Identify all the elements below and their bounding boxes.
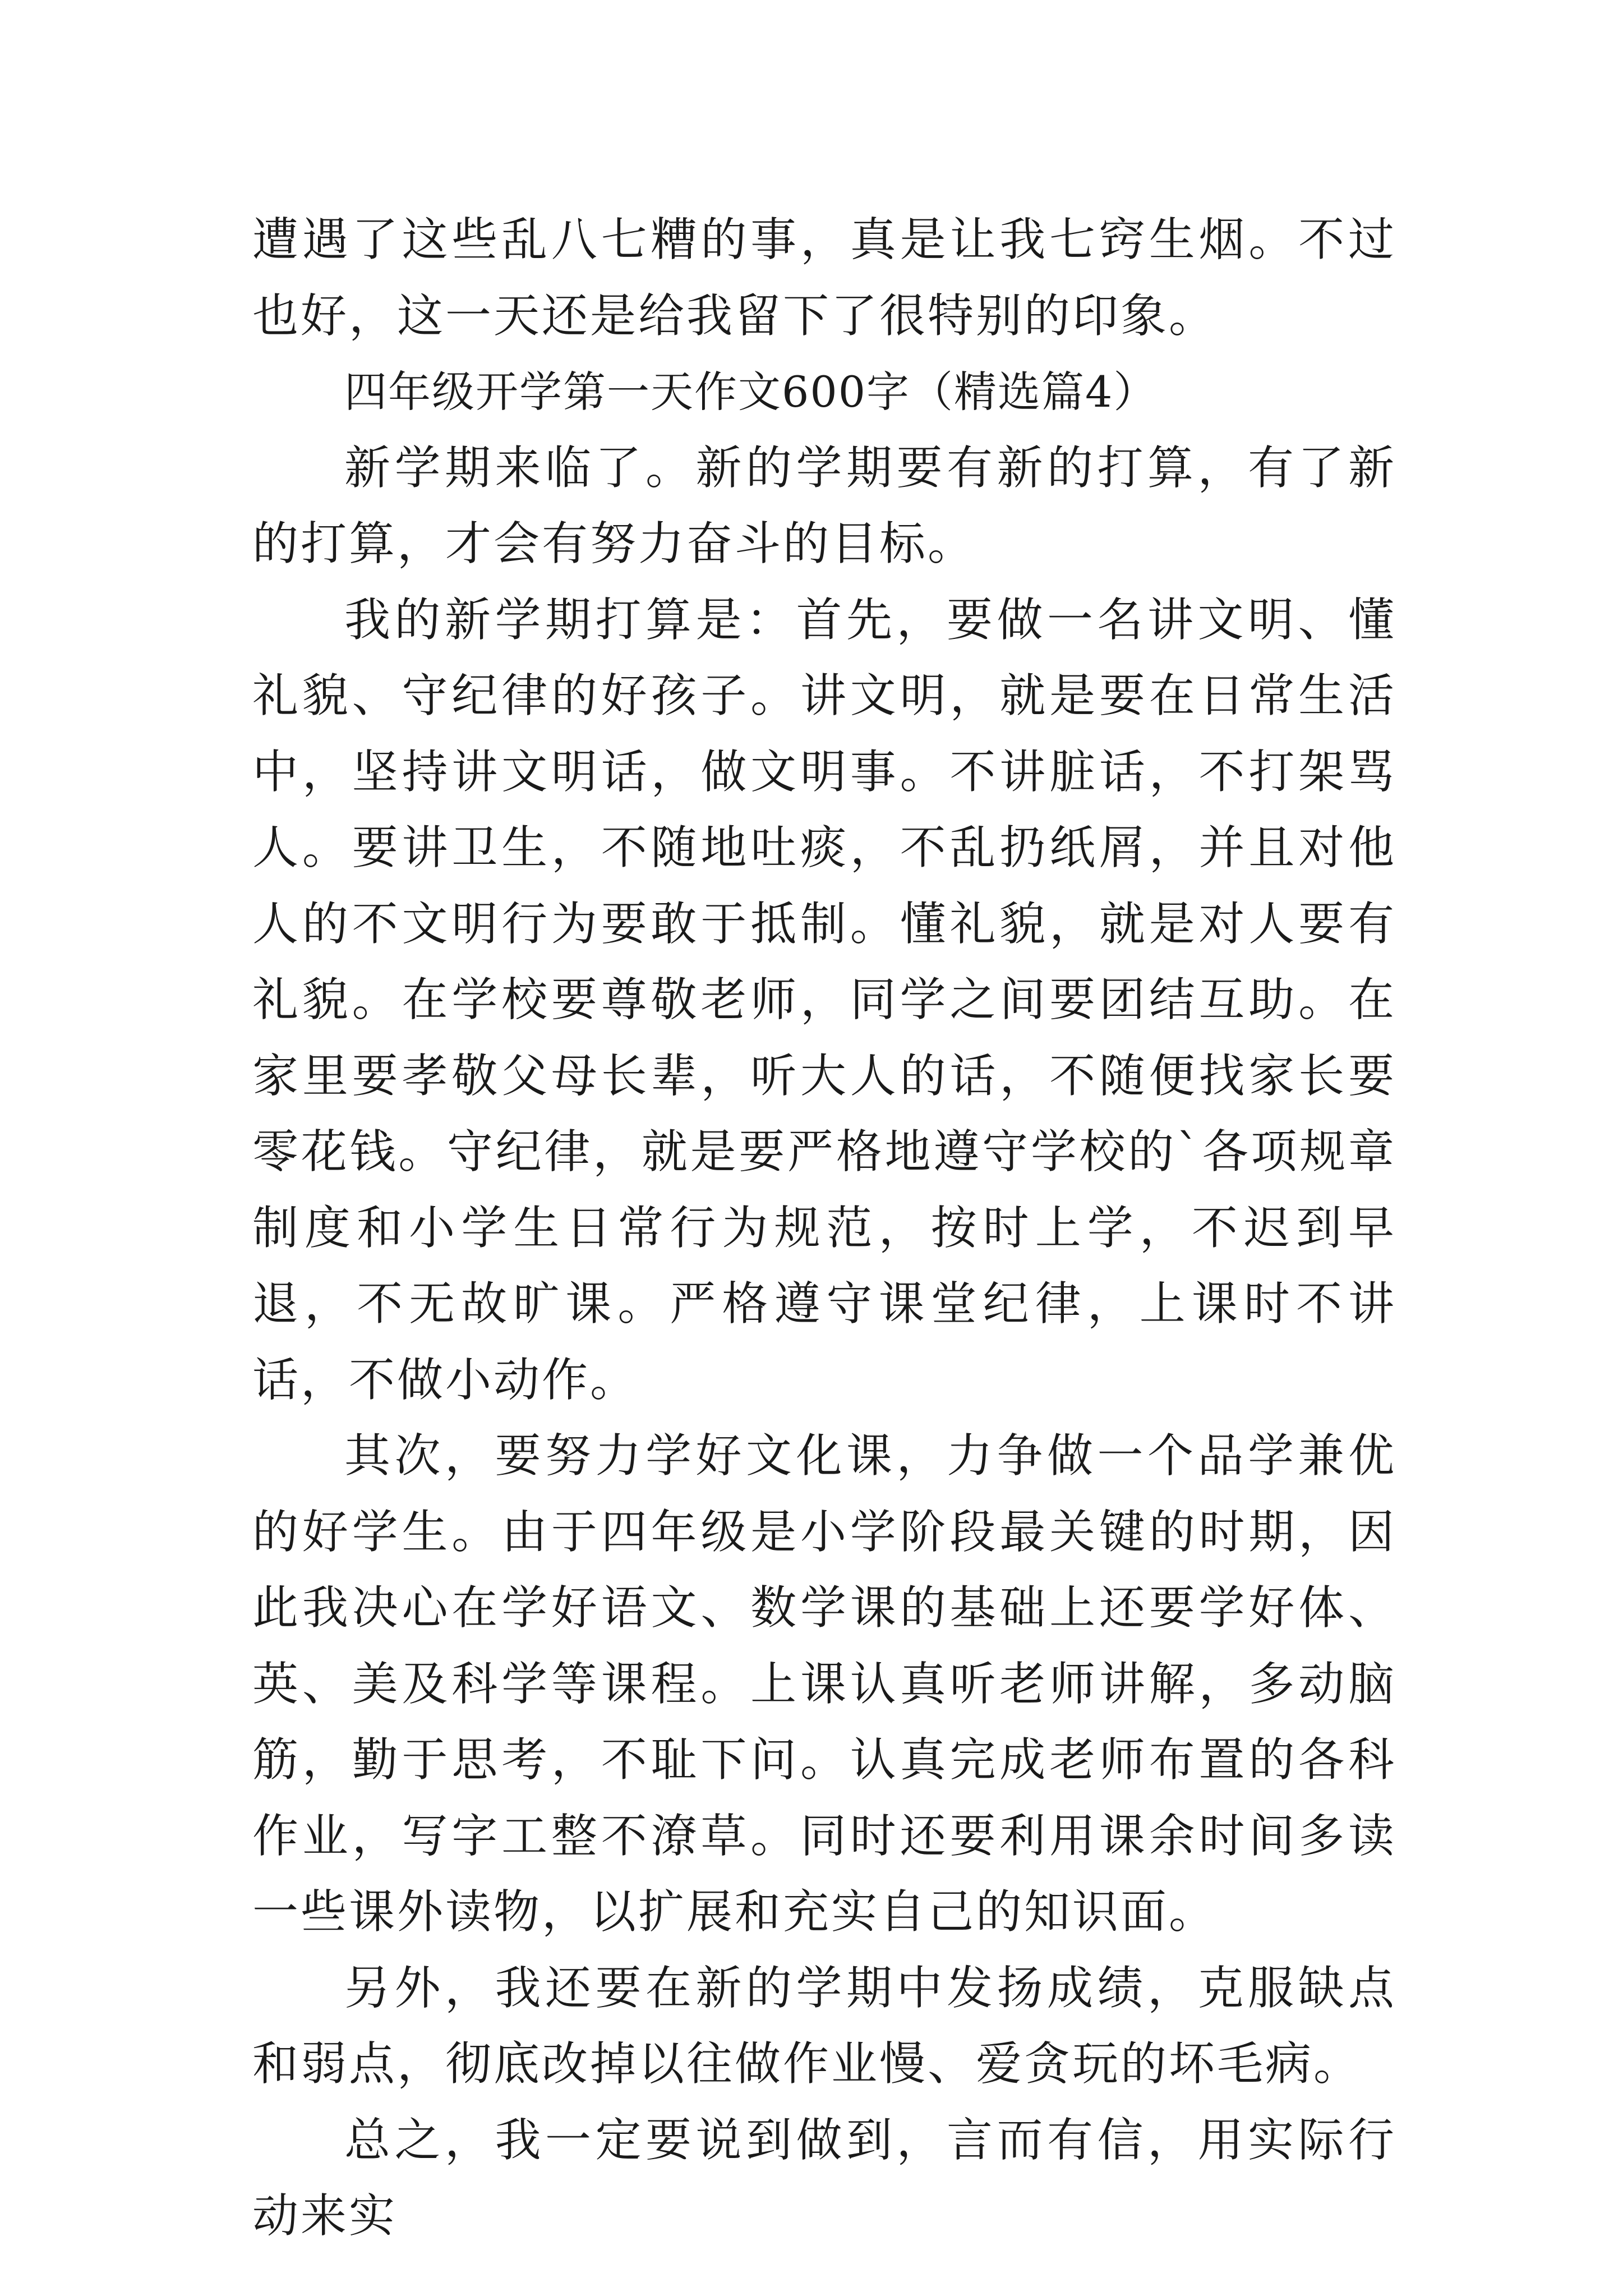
section-heading: 四年级开学第一天作文600字（精选篇4）: [344, 367, 1158, 417]
paragraph: 新学期来临了。新的学期要有新的打算，有了新的打算，才会有努力奋斗的目标。: [252, 441, 1396, 570]
paragraph-continued: 遭遇了这些乱八七糟的事，真是让我七窍生烟。不过也好，这一天还是给我留下了很特别的印象。: [252, 213, 1396, 343]
paragraph: 其次，要努力学好文化课，力争做一个品学兼优的好学生。由于四年级是小学阶段最关键的时期，因此我决心在学好语文、数学课的基础上还要学好体、英、美及科学等课程。上课认真听老师讲解，多动脑筋，勤于思考，不耻下问。认真完成老师布置的各科作业，写字工整不潦草。同时还要利用课余时间多读一些课外读物，以扩展和充实自己的知识面。: [252, 1429, 1396, 1939]
paragraph: 我的新学期打算是：首先，要做一名讲文明、懂礼貌、守纪律的好孩子。讲文明，就是要在日常生活中，坚持讲文明话，做文明事。不讲脏话，不打架骂人。要讲卫生，不随地吐痰，不乱扔纸屑，并且对他人的不文明行为要敢于抵制。懂礼貌，就是对人要有礼貌。在学校要尊敬老师，同学之间要团结互助。在家里要孝敬父母长辈，听大人的话，不随便找家长要零花钱。守纪律，就是要严格地遵守学校的`各项规章制度和小学生日常行为规范，按时上学，不迟到早退，不无故旷课。严格遵守课堂纪律，上课时不讲话，不做小动作。: [252, 593, 1396, 1407]
article-body: [252, 202, 1396, 2254]
paragraph: 另外，我还要在新的学期中发扬成绩，克服缺点和弱点，彻底改掉以往做作业慢、爱贪玩的坏毛病。: [252, 1961, 1396, 2091]
paragraph: 总之，我一定要说到做到，言而有信，用实际行动来实: [252, 2113, 1396, 2243]
